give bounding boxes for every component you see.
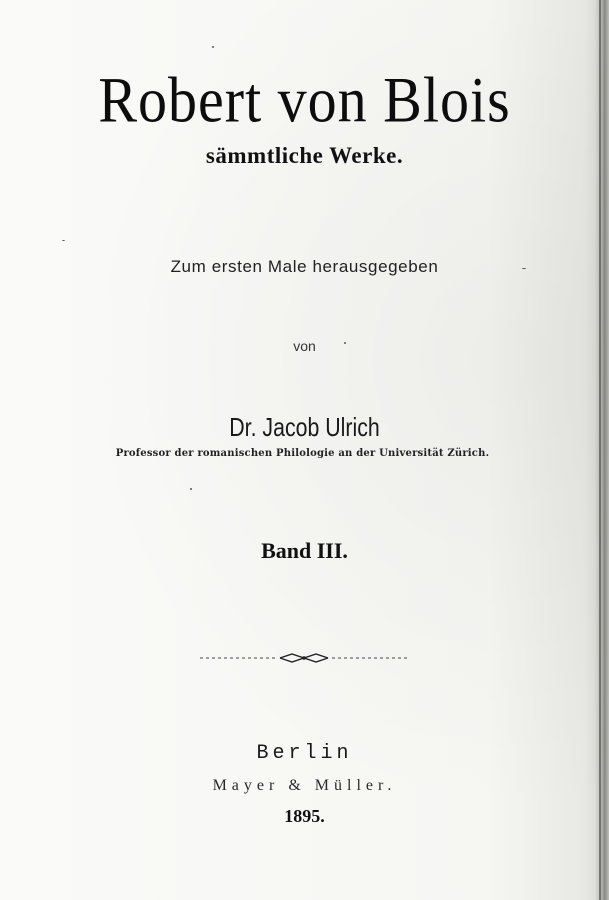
publication-year: 1895.: [284, 806, 325, 826]
volume-label: Band III.: [261, 538, 348, 563]
paper-speck: [190, 488, 192, 490]
paper-speck: [212, 46, 214, 48]
ornamental-rule-icon: [200, 652, 410, 664]
editor-affiliation: Professor der romanischen Philologie an der Universität Zürich.: [115, 448, 490, 459]
publication-place: Berlin: [256, 742, 353, 765]
paper-speck: [62, 240, 65, 241]
paper-speck: [522, 268, 526, 269]
editor-name: Dr. Jacob Ulrich: [229, 412, 380, 442]
paper-speck: [344, 342, 346, 344]
book-title: Robert von Blois: [98, 63, 511, 136]
by-label: von: [293, 338, 316, 354]
book-subtitle: sämmtliche Werke.: [205, 143, 404, 168]
edition-note: Zum ersten Male herausgegeben: [170, 257, 439, 276]
publisher-name: Mayer & Müller.: [212, 777, 397, 794]
